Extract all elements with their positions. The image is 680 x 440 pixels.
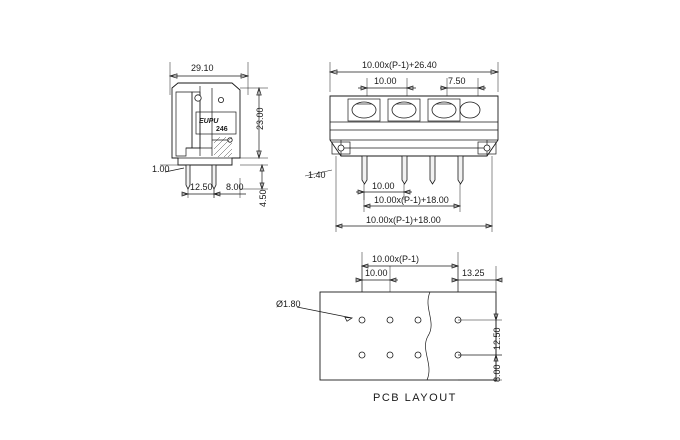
side-screw-hole — [195, 95, 201, 101]
front-view — [305, 60, 498, 232]
dim-front-edge-distance: 7.50 — [448, 76, 466, 86]
front-pin-4 — [458, 156, 463, 184]
pcb-outline — [320, 292, 496, 380]
dim-side-width-total: 29.10 — [191, 63, 214, 73]
brand-logo-text: EUPU — [199, 118, 219, 125]
dim-front-pitch: 10.00 — [374, 76, 397, 86]
pcb-hole-r2-3 — [415, 352, 421, 358]
front-screw-4 — [460, 102, 480, 118]
dim-pcb-row-offset: 8.00 — [492, 364, 502, 382]
front-pin-1 — [362, 156, 367, 184]
dim-pcb-hole-span-total: 10.00x(P-1) — [372, 254, 420, 264]
dim-pcb-row-spacing: 12.50 — [492, 327, 502, 350]
dim-side-pin-spacing: 8.00 — [226, 182, 244, 192]
dim-pcb-hole-diameter: Ø1.80 — [276, 299, 301, 309]
dim-front-overall-width: 10.00x(P-1)+26.40 — [362, 60, 437, 70]
pcb-hole-r1-2 — [387, 317, 393, 323]
brand-model-number: 246 — [216, 126, 228, 133]
front-mount-hole-left — [338, 145, 344, 151]
dim-front-hole-span-bottom: 10.00x(P-1)+18.00 — [366, 215, 441, 225]
pcb-layout-title: PCB LAYOUT — [373, 392, 457, 404]
dim-front-pin-pitch: 10.00 — [372, 181, 395, 191]
front-pins — [362, 156, 463, 184]
front-mount-hole-right — [484, 145, 490, 151]
side-detail-hole — [218, 97, 223, 102]
pcb-hole-r2-2 — [387, 352, 393, 358]
pcb-layout-view — [276, 252, 502, 404]
pcb-hole-r2-1 — [359, 352, 365, 358]
side-detail-hole-2 — [228, 138, 232, 142]
pcb-hole-r1-1 — [359, 317, 365, 323]
dim-front-mount-offset: 1.40 — [308, 170, 326, 180]
side-view — [152, 62, 268, 207]
dim-side-pin-length: 4.50 — [258, 189, 268, 207]
dim-side-pin-offset: 1.00 — [152, 164, 170, 174]
front-screw-3 — [432, 102, 456, 118]
dim-pcb-edge-margin: 13.25 — [462, 268, 485, 278]
front-pin-2 — [402, 156, 407, 184]
front-screw-2 — [392, 102, 416, 118]
dim-side-height-body: 23.00 — [255, 107, 265, 130]
side-pin-2 — [212, 165, 216, 189]
dim-pcb-hole-pitch: 10.00 — [365, 268, 388, 278]
dim-front-hole-span: 10.00x(P-1)+18.00 — [374, 195, 449, 205]
pcb-hole-r1-3 — [415, 317, 421, 323]
dim-side-pin-pitch-lower: 12.50 — [190, 182, 213, 192]
front-screw-1 — [352, 102, 376, 118]
front-pin-3 — [430, 156, 435, 184]
